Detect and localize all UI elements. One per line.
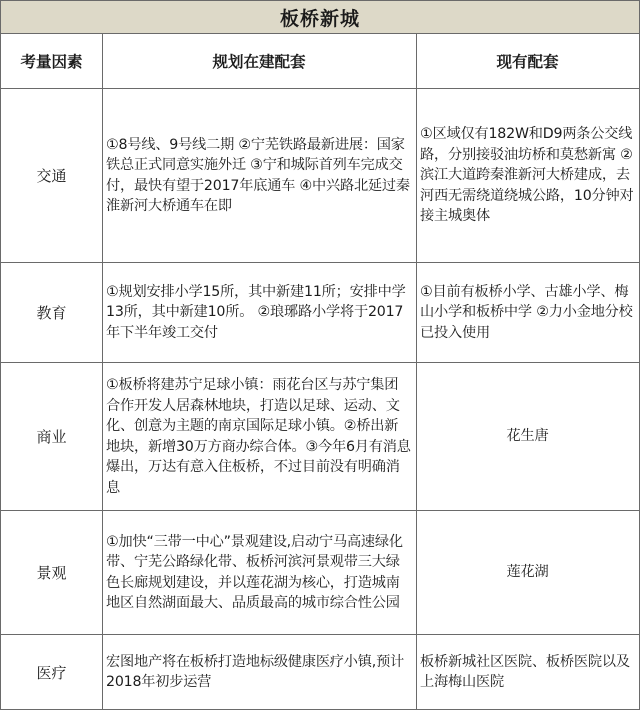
header-planned: 规划在建配套 (103, 34, 417, 88)
header-existing: 现有配套 (496, 53, 559, 71)
existing-text: ①区域仅有182W和D9两条公交线路，分别接驳油坊桥和莫愁新寓 ②滨江大道跨秦淮新河大桥建成，去河西无需绕道绕城公路，10分钟对接主城奥体 (420, 126, 634, 225)
header-row (1, 34, 639, 89)
header-factor: 考量因素 (1, 34, 103, 88)
existing-text: 板桥新城社区医院、板桥医院以及上海梅山医院 (420, 653, 630, 690)
planned-text: ①加快“三带一中心”景观建设,启动宁马高速绿化带、宁芜公路绿化带、板桥河滨河景观带三大绿色长廊规划建设，并以莲花湖为核心，打造城南地区自然湖面最大、品质最高的城市综合性公园 (106, 533, 403, 611)
existing-text: 莲花湖 (506, 564, 549, 581)
factor-cell: 景观 (1, 511, 103, 634)
existing-cell (417, 363, 639, 510)
existing-cell (417, 89, 639, 262)
planned-text: ①8号线、9号线二期 ②宁芜铁路最新进展：国家铁总正式同意实施外迁 ③宁和城际首列车完成交付，最快有望于2017年底通车 ④中兴路北延过秦淮新河大桥通车在即 (106, 136, 410, 214)
table-row-education (1, 263, 639, 363)
planned-text: ①板桥将建苏宁足球小镇：雨花台区与苏宁集团合作开发人居森林地块，打造以足球、运动、文化、创意为主题的南京国际足球小镇。②桥出新地块，新增30万方商办综合体。③今年6月有消息爆出，万达有意入住板桥，不过目前没有明确消息 (106, 377, 411, 496)
planned-cell (103, 263, 417, 362)
existing-text: 花生唐 (506, 428, 549, 445)
planned-text: ①规划安排小学15所，其中新建11所；安排中学13所，其中新建10所。 ②琅琊路小学将于2017年下半年竣工交付 (106, 283, 406, 341)
table-row-landscape (1, 511, 639, 635)
planned-text: 宏图地产将在板桥打造地标级健康医疗小镇,预计2018年初步运营 (106, 653, 405, 690)
existing-cell (417, 263, 639, 362)
existing-cell (417, 511, 639, 634)
existing-text: ①目前有板桥小学、古雄小学、梅山小学和板桥中学 ②力小金地分校已投入使用 (420, 283, 633, 341)
table-row-transport (1, 89, 639, 263)
planned-cell (103, 363, 417, 510)
factor-cell: 交通 (1, 89, 103, 262)
factor-cell: 商业 (1, 363, 103, 510)
table-row-commerce (1, 363, 639, 511)
existing-cell (417, 635, 639, 709)
planned-cell (103, 511, 417, 634)
planned-cell (103, 89, 417, 262)
table-row-medical (1, 635, 639, 709)
factor-cell: 医疗 (1, 635, 103, 709)
factor-cell: 教育 (1, 263, 103, 362)
planned-cell (103, 635, 417, 709)
table-title: 板桥新城 (1, 1, 639, 34)
